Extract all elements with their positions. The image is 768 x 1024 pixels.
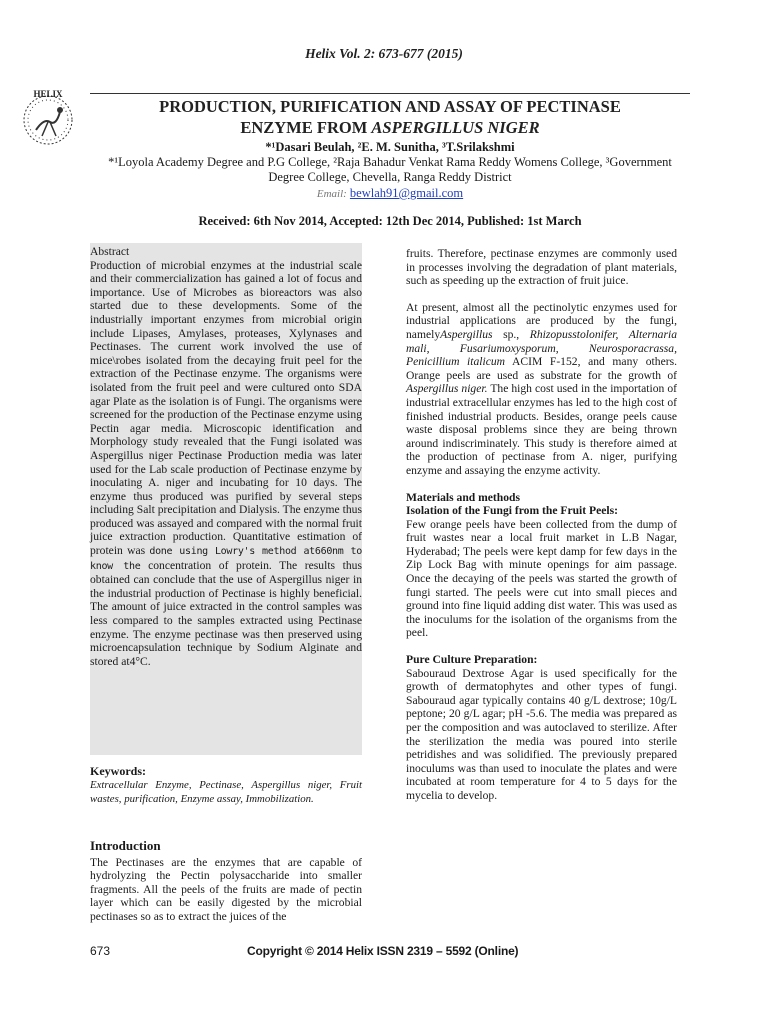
introduction-heading: Introduction <box>90 838 161 853</box>
paragraph-pure-culture: Sabouraud Dextrose Agar is used specifically for the growth of dermatophytes and other types of fungi. Sabouraud agar typically contains 40 g/L dextrose; 10g/L peptone; 20 g/L agar; pH -5.6. The media was prepared as per the composition and was autoclaved to sterilize. After the sterilization the media was poured into sterile petridishes and was solidified. The previously prepared inoculums was than used to inoculate the plates and were incubated at room temperature for 4 to 5 days for the mycelia to develop. <box>406 666 677 802</box>
affiliation-line-2: Degree College, Chevella, Ranga Reddy District <box>268 170 512 184</box>
p2-text-a: At present, almost all the pectinolytic enzymes used for industrial applications are produced by the fungi, namely <box>406 300 677 341</box>
journal-header: Helix Vol. 2: 673-677 (2015) <box>305 46 463 61</box>
introduction-section <box>90 839 362 924</box>
abstract-body-2: concentration of protein. The results thus obtained can conclude that the use of Aspergillus niger in the industrial production of Pectinase is highly beneficial. The amount of juice extracted in the control samples was less compared to the samples extracted using Pectinase enzyme. The enzyme pectinase was then preserved using microencapsulation technique by Sodium Alginate and stored at4°C. <box>90 558 362 668</box>
header-rule <box>90 93 690 94</box>
email-label: Email: <box>316 188 347 200</box>
abstract-box <box>90 243 362 755</box>
abstract-body-1: Production of microbial enzymes at the industrial scale and their commercialization has gained a lot of focus and importance. Use of Microbes as bioreactors was also started due to these developments. Some of the industrially important enzymes from microbial origin include Lipases, Amylases, proteases, Xylynases and Pectinases. The current work involved the use of mice\robes isolated from the decaying fruit peel for the extraction of the Pectinase enzyme. The organisms were isolated from the fruit peel and were cultured onto SDA agar Plate as the isolation is of Fungi. The organisms were screened for the production of the Pectinase enzyme using Pectin agar media. Microscopic identification and Morphology study revealed that the Fungi isolated was Aspergillus niger Pectinase Production media was later used for the Lab scale production of Pectinase enzyme by inoculating A. niger and incubating for 10 days. The enzyme thus produced was purified by several steps including Salt precipitation and Dialysis. The enzyme thus produced was assayed and compared with the normal fruit juice extraction production. Quantitative estimation of protein was <box>90 258 362 558</box>
paper-title <box>80 96 700 138</box>
title-line-2-prefix: ENZYME FROM <box>240 118 372 137</box>
keywords-text: Extracellular Enzyme, Pectinase, Aspergillus niger, Fruit wastes, purification, Enzyme assay, Immobilization. <box>90 778 362 805</box>
email-link[interactable]: bewlah91@gmail.com <box>349 186 464 200</box>
paragraph-fruits: fruits. Therefore, pectinase enzymes are commonly used in processes involving the degradation of plant materials, such as speeding up the extraction of fruit juice. <box>406 247 677 288</box>
methods-heading: Materials and methods <box>406 490 521 504</box>
received-dates: Received: 6th Nov 2014, Accepted: 12th Dec 2014, Published: 1st March <box>198 214 582 228</box>
affiliations <box>80 155 700 185</box>
copyright-footer: Copyright © 2014 Helix ISSN 2319 – 5592 (Online) <box>247 944 519 958</box>
pure-culture-block <box>406 653 677 803</box>
abstract-heading: Abstract <box>90 245 130 258</box>
affiliation-line-1: *¹Loyola Academy Degree and P.G College, ²Raja Bahadur Venkat Rama Reddy Womens College, ³Government <box>108 155 672 169</box>
p2-text-d: The high cost used in the importation of industrial extracellular enzymes has led to the high cost of finished industrial products. Besides, orange peels cause waste disposal problems since they are being thrown around indiscriminately. This study is therefore aimed at the production of pectinase from A. niger, purifying enzyme and assaying the enzyme activity. <box>406 382 677 477</box>
author-list: *¹Dasari Beulah, ²E. M. Sunitha, ³T.Srilakshmi <box>265 140 515 154</box>
page-number: 673 <box>90 944 111 958</box>
title-line-2 <box>80 117 700 138</box>
p2-italic-3: Aspergillus niger. <box>406 382 488 396</box>
p2-italic-2: Rhizopusstolonifer, Alternaria mali, Fusariumoxysporum, Neurosporacrassa, Penicillium italicum <box>406 327 677 369</box>
pure-culture-heading: Pure Culture Preparation: <box>406 653 538 667</box>
keywords-section <box>90 765 362 806</box>
title-line-1: PRODUCTION, PURIFICATION AND ASSAY OF PECTINASE <box>159 97 621 116</box>
introduction-text: The Pectinases are the enzymes that are capable of hydrolyzing the Pectin polysaccharide into smaller fragments. All the peels of the fruits are made of pectin layer which can be easily digested by the microbial pectinases so as to extract the juices of the <box>90 855 362 923</box>
paragraph-isolation: Few orange peels have been collected from the dump of fruit wastes near a local fruit market in L.B Nagar, Hyderabad; The peels were kept damp for few days in the Zip Lock Bag with minute openings for aim passage. Once the decaying of the peels was started the growth of fungi started. The peels were cut into small pieces and ground into fine liquid adding dist water. This was used as the inoculums for the isolation of the organisms from the peel. <box>406 517 677 640</box>
p2-text-c: ACIM F-152, and many others. Orange peels are used as substrate for the growth of <box>406 355 677 382</box>
keywords-heading: Keywords: <box>90 764 146 778</box>
right-column <box>406 247 677 816</box>
p2-text-b: sp., <box>492 327 530 341</box>
title-line-2-species: ASPERGILLUS NIGER <box>371 118 540 137</box>
p2-italic-1: Aspergillus <box>440 327 493 341</box>
isolation-heading: Isolation of the Fungi from the Fruit Peels: <box>406 504 618 518</box>
helix-logo <box>8 78 88 158</box>
email-line <box>80 186 700 201</box>
abstract-body-mono: done using Lowry's method at660nm to know the <box>90 546 362 572</box>
paragraph-pectinolytic <box>406 301 677 478</box>
logo-lettering: HELIX <box>33 89 63 99</box>
methods-block <box>406 491 677 641</box>
